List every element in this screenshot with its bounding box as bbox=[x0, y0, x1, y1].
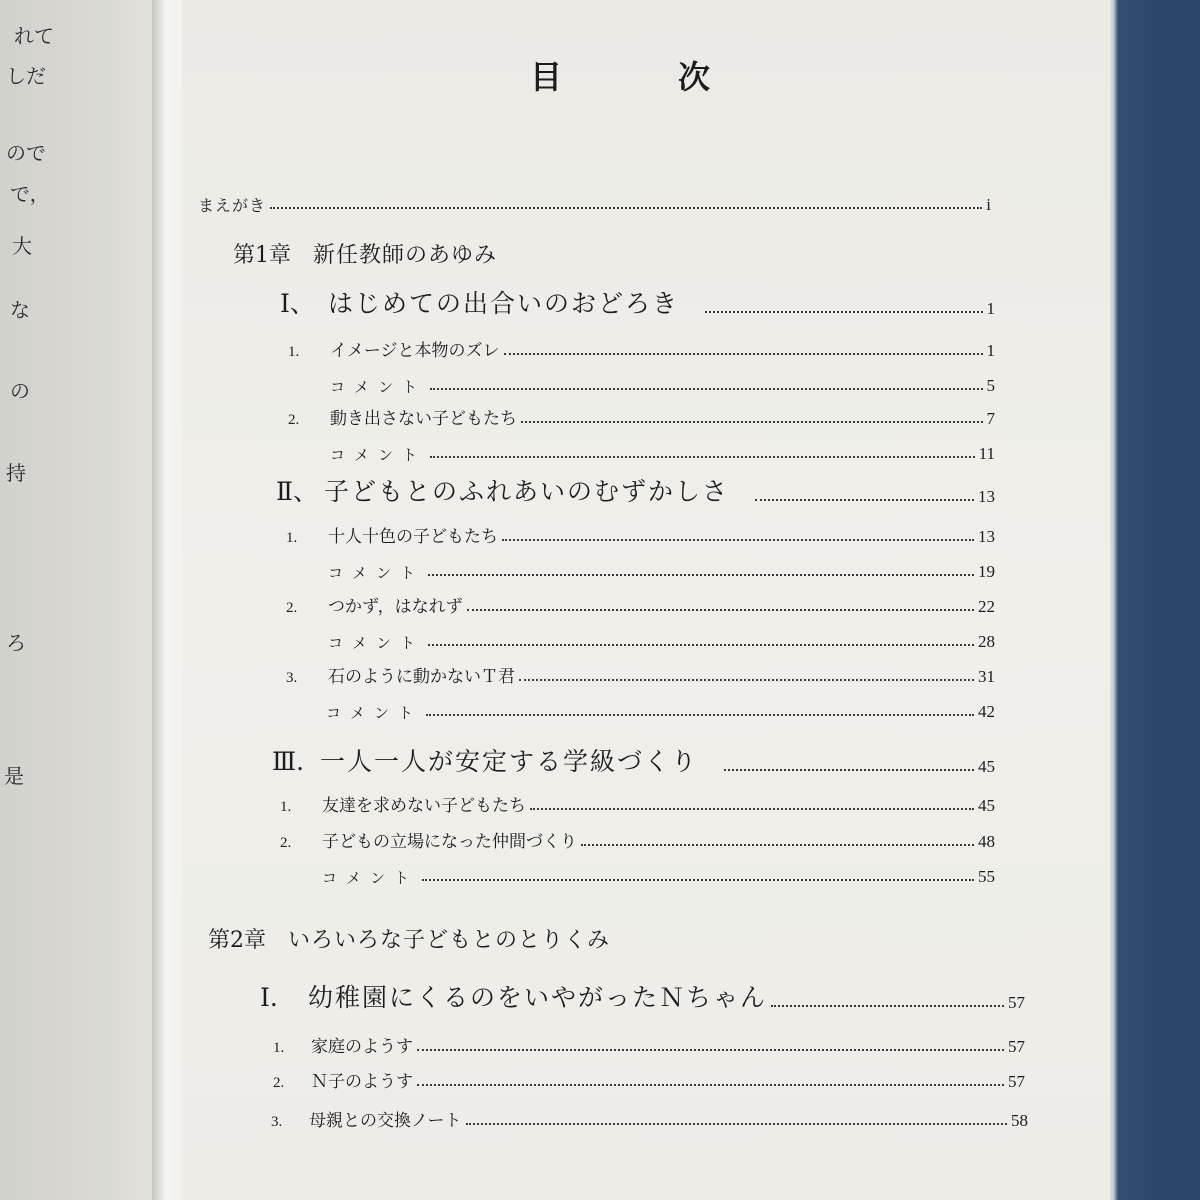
dot-leader bbox=[519, 679, 974, 681]
dot-leader bbox=[724, 769, 974, 771]
page-number: 28 bbox=[978, 632, 995, 651]
entry-title: 家庭のようす bbox=[311, 1037, 413, 1057]
dot-leader bbox=[530, 808, 974, 810]
entry-title: つかず，はなれず bbox=[328, 597, 463, 617]
dot-leader bbox=[430, 388, 982, 390]
dot-leader bbox=[521, 421, 983, 423]
page-number: 42 bbox=[978, 702, 995, 721]
entry-number: Ⅰ. bbox=[260, 983, 278, 1012]
chapter-heading bbox=[208, 928, 610, 954]
dot-leader bbox=[771, 1005, 1004, 1007]
dot-leader bbox=[502, 539, 974, 541]
entry-number: 1. bbox=[273, 1040, 285, 1057]
facing-page bbox=[0, 0, 152, 1200]
toc-preface bbox=[198, 195, 992, 215]
entry-title: コメント bbox=[330, 446, 427, 465]
facing-text-fragment: 持 bbox=[6, 461, 26, 485]
toc-item bbox=[288, 409, 995, 429]
dot-leader bbox=[270, 207, 982, 209]
dot-leader bbox=[417, 1049, 1004, 1051]
dot-leader bbox=[430, 456, 975, 458]
page-number: 5 bbox=[986, 376, 995, 395]
facing-text-fragment: で， bbox=[10, 182, 50, 206]
dot-leader bbox=[755, 499, 974, 501]
toc-item bbox=[286, 667, 995, 687]
entry-title: 石のように動かないＴ君 bbox=[328, 667, 515, 687]
page-number: 13 bbox=[978, 486, 995, 506]
entry-number: 3. bbox=[271, 1114, 283, 1131]
dot-leader bbox=[466, 1123, 1008, 1125]
entry-number: 2. bbox=[273, 1075, 285, 1092]
dot-leader bbox=[422, 879, 974, 881]
toc-item bbox=[271, 1111, 1028, 1131]
page-number: 1 bbox=[986, 298, 995, 318]
dot-leader bbox=[705, 311, 982, 313]
page-number: 58 bbox=[1011, 1111, 1028, 1130]
page-number: i bbox=[986, 195, 992, 214]
toc-item bbox=[273, 1037, 1025, 1057]
entry-title: 友達を求めない子どもたち bbox=[322, 796, 526, 816]
entry-number: Ⅰ、 bbox=[280, 289, 315, 318]
facing-text-fragment: な bbox=[10, 298, 30, 322]
entry-number: Ⅲ. bbox=[272, 747, 305, 776]
entry-title: 子どもの立場になった仲間づくり bbox=[322, 832, 577, 852]
comment-entry bbox=[330, 444, 995, 464]
section-heading bbox=[276, 477, 995, 507]
dot-leader bbox=[428, 574, 974, 576]
entry-number: Ⅱ、 bbox=[276, 477, 318, 506]
toc-item bbox=[286, 597, 995, 617]
comment-entry bbox=[328, 562, 995, 582]
entry-number: 1. bbox=[286, 530, 298, 547]
dot-leader bbox=[426, 714, 974, 716]
page-number: 57 bbox=[1008, 992, 1025, 1012]
section-heading bbox=[280, 289, 995, 319]
page-number: 22 bbox=[978, 597, 995, 616]
comment-entry bbox=[330, 376, 995, 396]
entry-title: 一人一人が安定する学級づくり bbox=[320, 747, 699, 776]
facing-text-fragment: ろ bbox=[6, 631, 26, 655]
toc-item bbox=[280, 832, 995, 852]
entry-title: コメント bbox=[328, 634, 425, 653]
entry-title: コメント bbox=[328, 564, 425, 583]
dot-leader bbox=[428, 644, 974, 646]
entry-title: コメント bbox=[326, 704, 423, 723]
chapter-label: 第2章 bbox=[208, 928, 266, 953]
entry-number: 1. bbox=[280, 799, 292, 816]
entry-title: コメント bbox=[322, 869, 419, 888]
chapter-title: 新任教師のあゆみ bbox=[313, 243, 498, 268]
facing-text-fragment: しだ bbox=[6, 64, 46, 88]
book-gutter bbox=[152, 0, 182, 1200]
entry-title: まえがき bbox=[198, 196, 267, 216]
entry-number: 2. bbox=[288, 412, 300, 429]
entry-title: 動き出さない子どもたち bbox=[330, 409, 517, 429]
section-heading bbox=[260, 983, 1025, 1013]
section-heading bbox=[272, 747, 995, 777]
facing-text-fragment: 是 bbox=[4, 764, 24, 788]
entry-number: 3. bbox=[286, 670, 298, 687]
facing-text-fragment: ので bbox=[6, 141, 46, 165]
toc-item bbox=[280, 796, 995, 816]
page-title: 目 次 bbox=[530, 58, 753, 96]
facing-text-fragment: れて bbox=[14, 24, 54, 48]
comment-entry bbox=[328, 632, 995, 652]
dot-leader bbox=[504, 353, 983, 355]
toc-item bbox=[288, 341, 995, 361]
entry-title: 子どもとのふれあいのむずかしさ bbox=[324, 477, 730, 506]
dot-leader bbox=[581, 844, 974, 846]
comment-entry bbox=[322, 867, 995, 887]
entry-title: はじめての出合いのおどろき bbox=[328, 289, 680, 318]
chapter-label: 第1章 bbox=[233, 243, 291, 268]
entry-title: 十人十色の子どもたち bbox=[328, 527, 498, 547]
page-number: 31 bbox=[978, 667, 995, 686]
page-number: 13 bbox=[978, 527, 995, 546]
entry-number: 2. bbox=[286, 600, 298, 617]
page-number: 45 bbox=[978, 756, 995, 776]
chapter-heading bbox=[233, 243, 497, 269]
facing-text-fragment: の bbox=[10, 379, 30, 403]
toc-item bbox=[273, 1072, 1025, 1092]
toc-item bbox=[286, 527, 995, 547]
page-number: 11 bbox=[978, 444, 995, 463]
page-number: 57 bbox=[1008, 1072, 1025, 1091]
page-number: 1 bbox=[986, 341, 995, 360]
facing-text-fragment: 大 bbox=[12, 234, 32, 258]
dot-leader bbox=[417, 1084, 1004, 1086]
page-number: 57 bbox=[1008, 1037, 1025, 1056]
page-number: 55 bbox=[978, 867, 995, 886]
entry-title: コメント bbox=[330, 378, 427, 397]
page-number: 19 bbox=[978, 562, 995, 581]
entry-title: イメージと本物のズレ bbox=[330, 341, 500, 361]
dot-leader bbox=[467, 609, 974, 611]
book-cover-edge bbox=[1110, 0, 1200, 1200]
page-number: 45 bbox=[978, 796, 995, 815]
chapter-title: いろいろな子どもとのとりくみ bbox=[288, 928, 611, 953]
entry-title: 母親との交換ノート bbox=[309, 1111, 462, 1131]
entry-title: 幼稚園にくるのをいやがったＮちゃん bbox=[308, 983, 768, 1012]
page-number: 7 bbox=[986, 409, 995, 428]
entry-number: 1. bbox=[288, 344, 300, 361]
page-number: 48 bbox=[978, 832, 995, 851]
comment-entry bbox=[326, 702, 995, 722]
entry-title: Ｎ子のようす bbox=[311, 1072, 413, 1092]
entry-number: 2. bbox=[280, 835, 292, 852]
